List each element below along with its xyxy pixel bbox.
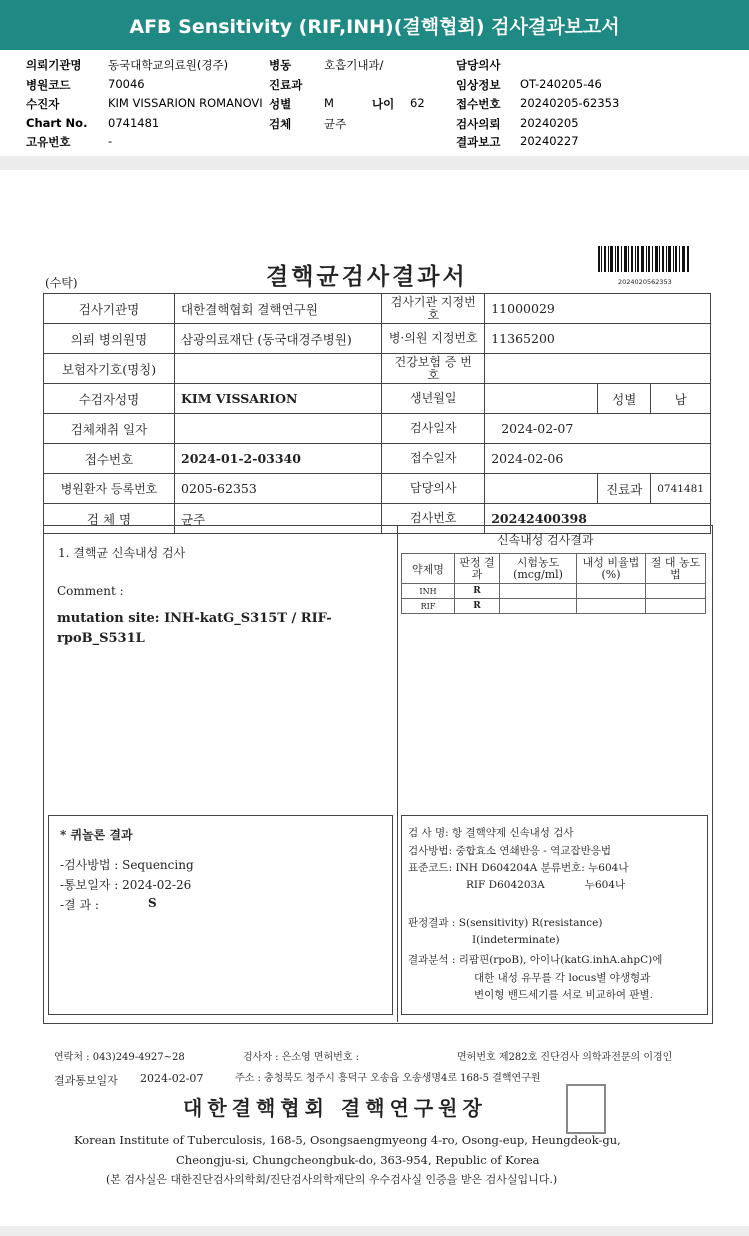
ward-label: 병동 xyxy=(269,58,292,72)
sex-value: 남 xyxy=(651,384,711,414)
acc-date-label: 접수일자 xyxy=(382,444,485,474)
test-no: 20242400398 xyxy=(485,504,711,534)
req-no: 11365200 xyxy=(485,324,711,354)
req-no-label: 병·의원 지정번호 xyxy=(382,324,485,354)
report-date: 20240227 xyxy=(520,134,579,148)
specimen: 균주 xyxy=(324,117,347,131)
patient-header xyxy=(0,50,749,156)
sex: M xyxy=(324,96,334,110)
ratio-inh xyxy=(577,584,646,599)
clinical-label: 임상정보 xyxy=(456,78,501,92)
method-line-6: I(indeterminate) xyxy=(472,934,560,946)
health-value xyxy=(485,354,711,384)
official-seal-icon xyxy=(566,1084,606,1134)
method-line-2: 검사방법: 중합효소 연쇄반응 - 역교잡반응법 xyxy=(408,845,612,857)
col-conc: 시험농도 (mcg/ml) xyxy=(500,554,577,584)
scanned-report xyxy=(0,170,749,1226)
ratio-rif xyxy=(577,599,646,614)
sex-label: 성별 xyxy=(269,97,292,111)
abs-inh xyxy=(646,584,706,599)
notify-label: 결과통보일자 xyxy=(54,1074,118,1087)
method-line-4: RIF D604203A 누604나 xyxy=(466,879,626,891)
method-line-3: 표준코드: INH D604204A 분류번호: 누604나 xyxy=(408,862,629,874)
quinolone-result-label: -결 과 : xyxy=(60,898,99,912)
clinical-info: OT-240205-46 xyxy=(520,77,602,91)
dept-value: 0741481 xyxy=(651,474,711,504)
acc-label: 접수번호 xyxy=(44,444,175,474)
comment-label: Comment : xyxy=(57,584,124,598)
birth-label: 생년월일 xyxy=(382,384,485,414)
drug-inh: INH xyxy=(402,584,455,599)
chart-no: 0741481 xyxy=(108,116,160,130)
mutation-line-2: rpoB_S531L xyxy=(57,631,145,646)
col-abs: 절 대 농도법 xyxy=(646,554,706,584)
method-line-9: 변이형 밴드세기를 서로 비교하여 판별. xyxy=(474,989,653,1001)
info-table xyxy=(43,293,711,534)
collect-label: 검체채취 일자 xyxy=(44,414,175,444)
quinolone-date: -통보일자 : 2024-02-26 xyxy=(60,878,192,892)
notify-date: 2024-02-07 xyxy=(140,1072,204,1085)
license: 면허번호 제282호 진단검사 의학과전문의 이경인 xyxy=(457,1052,673,1063)
sex-label: 성별 xyxy=(598,384,651,414)
certification-note: (본 검사실은 대한진단검사의학회/진단검사의학재단의 우수검사실 인증을 받은 검사실입니다.) xyxy=(106,1173,558,1186)
method-line-7: 결과분석 : 리팜핀(rpoB), 아이나(katG.inhA.ahpC)에 xyxy=(408,954,663,966)
reg-value: 0205-62353 xyxy=(175,474,382,504)
receipt-label: 접수번호 xyxy=(456,97,501,111)
uid: - xyxy=(108,134,113,148)
paper-title: 결핵균검사결과서 xyxy=(266,263,468,290)
report-label: 결과보고 xyxy=(456,135,501,149)
address-en-2: Cheongju-si, Chungcheongbuk-do, 363-954, Republic of Korea xyxy=(176,1153,540,1167)
contact: 연락처 : 043)249-4927~28 xyxy=(54,1052,185,1063)
test-no-label: 검사번호 xyxy=(382,504,485,534)
hosp-code-label: 병원코드 xyxy=(26,78,71,92)
ins-label: 보험자기호(명칭) xyxy=(44,354,175,384)
org-no: 11000029 xyxy=(485,294,711,324)
collect-value xyxy=(175,414,382,444)
health-label: 건강보험 증 번 호 xyxy=(382,354,485,384)
judge-inh: R xyxy=(455,584,500,599)
sens-title: 신속내성 검사결과 xyxy=(497,533,594,547)
request-label: 검사의뢰 xyxy=(456,117,501,131)
mutation-line-1: mutation site: INH-katG_S315T / RIF- xyxy=(57,611,332,626)
tester: 검사자 : 은소영 면허번호 : xyxy=(243,1052,360,1063)
test-date-label: 검사일자 xyxy=(382,414,485,444)
patient-name: KIM VISSARION ROMANOVI xyxy=(108,96,263,110)
age: 62 xyxy=(410,96,425,110)
spec-value: 균주 xyxy=(175,504,382,534)
quinolone-title: * 퀴놀론 결과 xyxy=(60,828,133,842)
barcode-icon xyxy=(598,246,692,280)
req-org: 동국대학교의료원(경주) xyxy=(108,58,229,72)
results-divider xyxy=(397,525,398,1022)
org-value: 대한결핵협회 결핵연구원 xyxy=(175,294,382,324)
age-label: 나이 xyxy=(372,97,395,111)
hosp-code: 70046 xyxy=(108,77,145,91)
receipt-no: 20240205-62353 xyxy=(520,96,620,110)
req-label: 의뢰 병의원명 xyxy=(44,324,175,354)
acc-value: 2024-01-2-03340 xyxy=(175,444,382,474)
col-judge: 판정 결과 xyxy=(455,554,500,584)
uid-label: 고유번호 xyxy=(26,135,71,149)
req-org-label: 의뢰기관명 xyxy=(26,58,82,72)
rapid-test-heading: 1. 결핵균 신속내성 검사 xyxy=(58,546,186,560)
spec-label: 검 체 명 xyxy=(44,504,175,534)
specimen-label: 검체 xyxy=(269,117,292,131)
barcode-number: 2024020562353 xyxy=(618,278,672,286)
doctor-label: 담당의사 xyxy=(456,58,501,72)
judge-rif: R xyxy=(455,599,500,614)
request-date: 20240205 xyxy=(520,116,579,130)
sensitivity-table xyxy=(401,553,706,614)
sutak-label: (수탁) xyxy=(45,276,78,290)
quinolone-result: S xyxy=(148,896,157,910)
name-value: KIM VISSARION xyxy=(175,384,382,414)
conc-inh xyxy=(500,584,577,599)
birth-value xyxy=(485,384,598,414)
ward: 호흡기내과/ xyxy=(324,58,384,72)
col-drug: 약제명 xyxy=(402,554,455,584)
method-line-1: 검 사 명: 항 결핵약제 신속내성 검사 xyxy=(408,827,574,839)
institute-name: 대한결핵협회 결핵연구원장 xyxy=(183,1096,487,1120)
req-value: 삼광의료재단 (동국대경주병원) xyxy=(175,324,382,354)
org-label: 검사기관명 xyxy=(44,294,175,324)
method-line-8: 대한 내성 유무를 각 locus별 야생형과 xyxy=(474,972,651,984)
chart-label: Chart No. xyxy=(26,116,88,130)
dept-label: 진료과 xyxy=(269,78,303,92)
method-line-5: 판정결과 : S(sensitivity) R(resistance) xyxy=(408,917,603,929)
test-date: 2024-02-07 xyxy=(485,414,711,444)
doctor-value xyxy=(485,474,598,504)
col-ratio: 내성 비율법(%) xyxy=(577,554,646,584)
acc-date: 2024-02-06 xyxy=(485,444,711,474)
address-en-1: Korean Institute of Tuberculosis, 168-5, Osongsaengmyeong 4-ro, Osong-eup, Heungdeok-gu, xyxy=(74,1133,621,1147)
org-no-label: 검사기관 지정번호 xyxy=(382,294,485,324)
doctor-label: 담당의사 xyxy=(382,474,485,504)
abs-rif xyxy=(646,599,706,614)
address: 주소 : 충청북도 청주시 흥덕구 오송읍 오송생명4로 168-5 결핵연구원 xyxy=(235,1073,541,1084)
quinolone-method: -검사방법 : Sequencing xyxy=(60,858,194,872)
patient-label: 수진자 xyxy=(26,97,60,111)
name-label: 수검자성명 xyxy=(44,384,175,414)
conc-rif xyxy=(500,599,577,614)
report-title-banner: AFB Sensitivity (RIF,INH)(결핵협회) 검사결과보고서 xyxy=(0,0,749,50)
reg-label: 병원환자 등록번호 xyxy=(44,474,175,504)
quinolone-box xyxy=(48,815,393,1015)
drug-rif: RIF xyxy=(402,599,455,614)
ins-value xyxy=(175,354,382,384)
dept-label: 진료과 xyxy=(598,474,651,504)
